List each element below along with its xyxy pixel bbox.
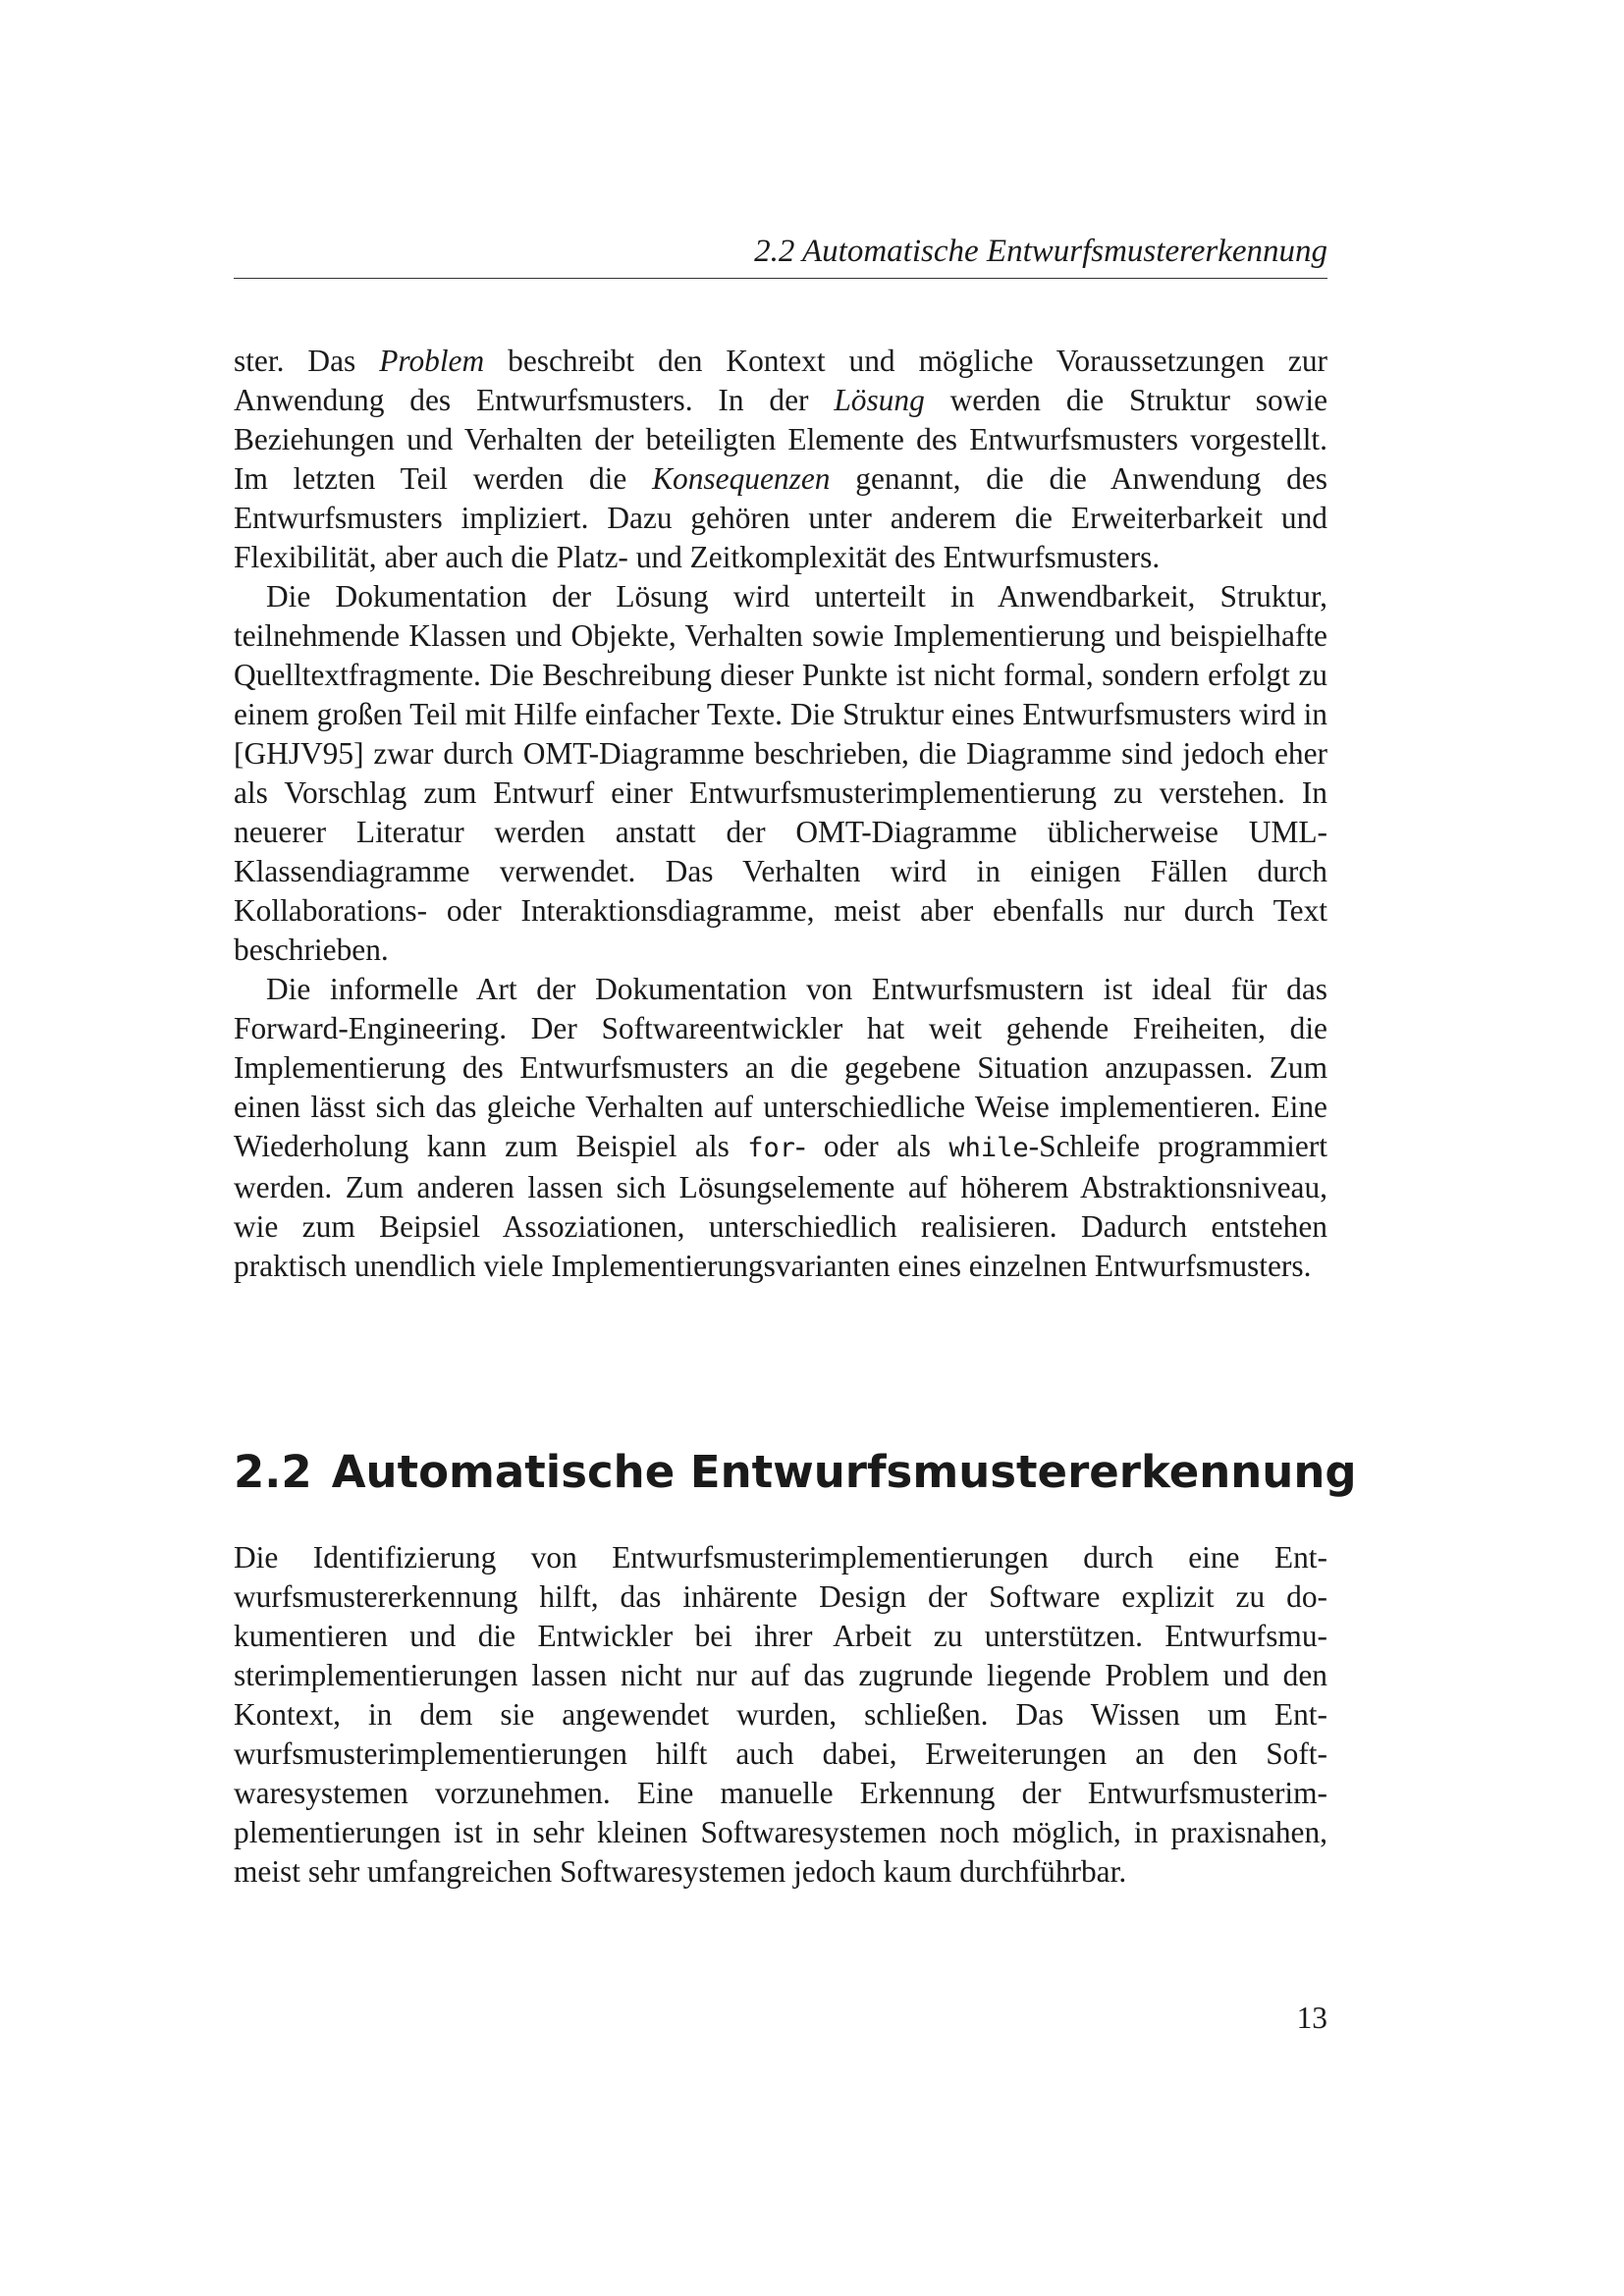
page [234,0,1357,2296]
term-loesung: Lösung [834,383,925,417]
section-paragraph: Die Identifizierung von Entwurfsmusterimplementierungen durch eine Entwurfsmustererkennung hilft, das inhärente Design der Software explizit zu dokumentieren und die Entwickler bei ihrer Arbeit zu unterstützen. Entwurfsmusterimplementierungen lassen nicht nur auf das zugrunde liegende Problem und den Kontext, in dem sie angewendet wurden, schließen. Das Wissen um Entwurfsmusterimplementierungen hilft auch dabei, Erweiterungen an den Softwaresystemen vorzunehmen. Eine manuelle Erkennung der Entwurfsmusterimplementierungen ist in sehr kleinen Softwaresystemen noch möglich, in praxisnahen, meist sehr umfangreichen Softwaresystemen jedoch kaum durchführbar. [234,1540,1327,1889]
p3-text-b: - oder als [795,1129,949,1163]
body-text [234,342,1327,1286]
header-rule [234,278,1327,279]
running-header: 2.2 Automatische Entwurfsmustererkennung [754,234,1327,269]
code-for: for [747,1133,796,1163]
term-konsequenzen: Konsequenzen [652,461,831,496]
code-while: while [948,1133,1029,1163]
p3-text-c: -Schleife programmiert werden. Zum anderen lassen sich Lösungselemente auf höherem Abstraktionsniveau, wie zum Beipsiel Assoziationen, unterschiedlich realisieren. Dadurch entstehen praktisch unendlich viele Implementierungsvarianten eines einzelnen Entwurfsmusters. [234,1129,1327,1283]
p1-text-c: werden die Struktur sowie Beziehungen und Verhalten der beteiligten Elemente des Entwurfsmusters vorgestellt. Im letzten Teil werden die [234,383,1327,496]
term-problem: Problem [379,344,485,378]
p1-text-d: genannt, die die Anwendung des Entwurfsmusters impliziert. Dazu gehören unter anderem die Erweiterbarkeit und Flexibilität, aber auch die Platz- und Zeitkomplexität des Entwurfsmusters. [234,461,1327,574]
paragraph-1 [234,342,1327,577]
section-number: 2.2 [234,1446,312,1498]
page-number: 13 [1296,2001,1327,2035]
p1-text-a: ster. Das [234,344,380,378]
section-body [234,1538,1327,1892]
section-title: Automatische Entwurfsmustererkennung [331,1446,1357,1498]
paragraph-2: Die Dokumentation der Lösung wird unterteilt in Anwendbarkeit, Struktur, teilnehmende Klassen und Objekte, Verhalten sowie Implementierung und beispielhafte Quelltextfragmente. Die Beschreibung dieser Punkte ist nicht formal, sondern erfolgt zu einem großen Teil mit Hilfe einfacher Texte. Die Struktur eines Entwurfsmusters wird in [GHJV95] zwar durch OMT-Diagramme beschrieben, die Diagramme sind jedoch eher als Vorschlag zum Entwurf einer Entwurfsmusterimplementierung zu verstehen. In neuerer Literatur werden anstatt der OMT-Diagramme üblicherweise UML-Klassendiagramme verwendet. Das Verhalten wird in einigen Fällen durch Kollaborations- oder Interaktionsdiagramme, meist aber ebenfalls nur durch Text beschrieben. [234,579,1327,967]
section-heading [234,1445,1357,1500]
p1-text-b: beschreibt den Kontext und mögliche Voraussetzungen zur Anwendung des Entwurfsmusters. In der [234,344,1327,417]
p3-text-a: Die informelle Art der Dokumentation von Entwurfsmustern ist ideal für das Forward-Engineering. Der Softwareentwickler hat weit gehende Freiheiten, die Implementierung des Entwurfsmusters an die gegebene Situation anzupassen. Zum einen lässt sich das gleiche Verhalten auf unterschiedliche Weise implementieren. Eine Wiederholung kann zum Beispiel als [234,972,1327,1163]
paragraph-3 [234,970,1327,1286]
